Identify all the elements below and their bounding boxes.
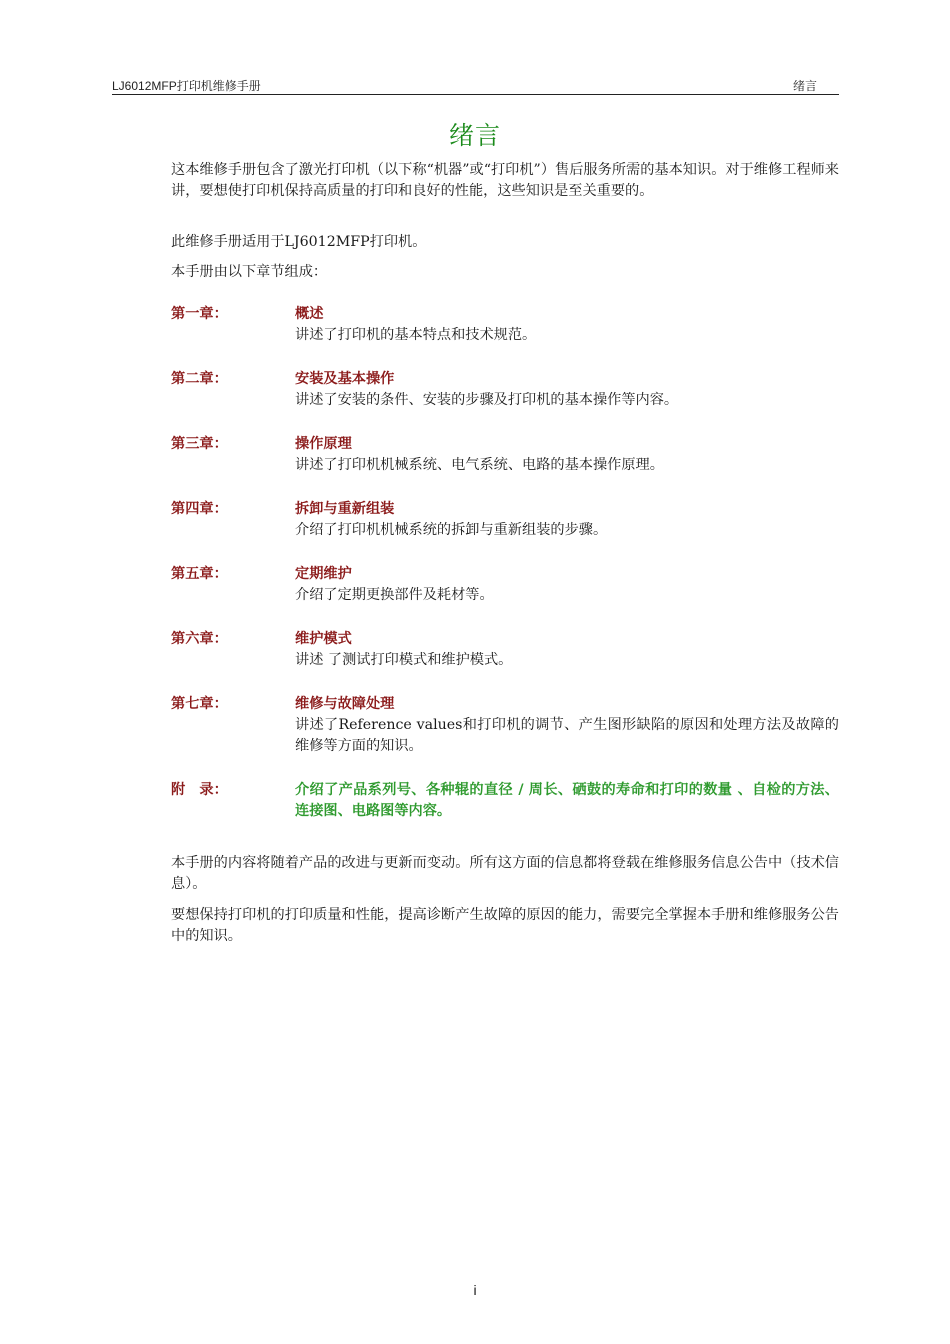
chapter-description: 讲述了打印机的基本特点和技术规范。: [295, 327, 537, 343]
chapter-label: 第一章：: [171, 306, 228, 322]
chapter-name: 操作原理: [295, 436, 352, 452]
chapter-name: 维护模式: [295, 631, 352, 647]
chapter-description: 介绍了定期更换部件及耗材等。: [295, 587, 494, 603]
intro-scope: 此维修手册适用于LJ6012MFP打印机。: [171, 234, 427, 250]
header-manual-title: LJ6012MFP打印机维修手册: [112, 79, 261, 93]
intro-paragraph: 这本维修手册包含了激光打印机（以下称“机器”或“打印机”）售后服务所需的基本知识。对于维修工程师来讲，要想使打印机保持高质量的打印和良好的性能，这些知识是至关重要的。: [171, 162, 839, 199]
closing-paragraph: 要想保持打印机的打印质量和性能，提高诊断产生故障的原因的能力，需要完全掌握本手册和维修服务公告中的知识。: [171, 907, 839, 944]
chapter-label: 第六章：: [171, 631, 228, 647]
page-header: [112, 76, 839, 95]
closing-paragraph: 本手册的内容将随着产品的改进与更新而变动。所有这方面的信息都将登载在维修服务信息公告中（技术信息）。: [171, 855, 839, 892]
chapter-label: 第四章：: [171, 501, 228, 517]
chapter-description: 讲述了打印机机械系统、电气系统、电路的基本操作原理。: [295, 457, 664, 473]
chapter-label: 第三章：: [171, 436, 228, 452]
header-section-title: 绪言: [792, 79, 817, 93]
page-title: 绪言: [448, 121, 501, 150]
chapter-name: 维修与故障处理: [295, 696, 395, 712]
chapter-label: 第五章：: [171, 566, 228, 582]
chapter-description: 介绍了打印机机械系统的拆卸与重新组装的步骤。: [295, 522, 608, 538]
chapter-name: 概述: [295, 306, 324, 322]
appendix-text: 介绍了产品系列号、各种辊的直径 / 周长、硒鼓的寿命和打印的数量 、自检的方法、连接图、电路图等内容。: [295, 782, 839, 819]
page-number: i: [473, 1282, 477, 1298]
chapter-name: 定期维护: [295, 566, 352, 582]
chapter-description: 讲述了Reference values和打印机的调节、产生图形缺陷的原因和处理方法及故障的维修等方面的知识。: [295, 717, 839, 754]
chapter-name: 安装及基本操作: [295, 371, 395, 387]
chapter-name: 拆卸与重新组装: [295, 501, 395, 517]
chapter-label: 第二章：: [171, 371, 228, 387]
chapter-description: 讲述 了测试打印模式和维护模式。: [295, 652, 513, 668]
intro-structure: 本手册由以下章节组成：: [171, 264, 328, 280]
chapter-label: 第七章：: [171, 696, 228, 712]
appendix-label: 附 录：: [171, 782, 228, 798]
chapter-description: 讲述了安装的条件、安装的步骤及打印机的基本操作等内容。: [295, 392, 679, 408]
